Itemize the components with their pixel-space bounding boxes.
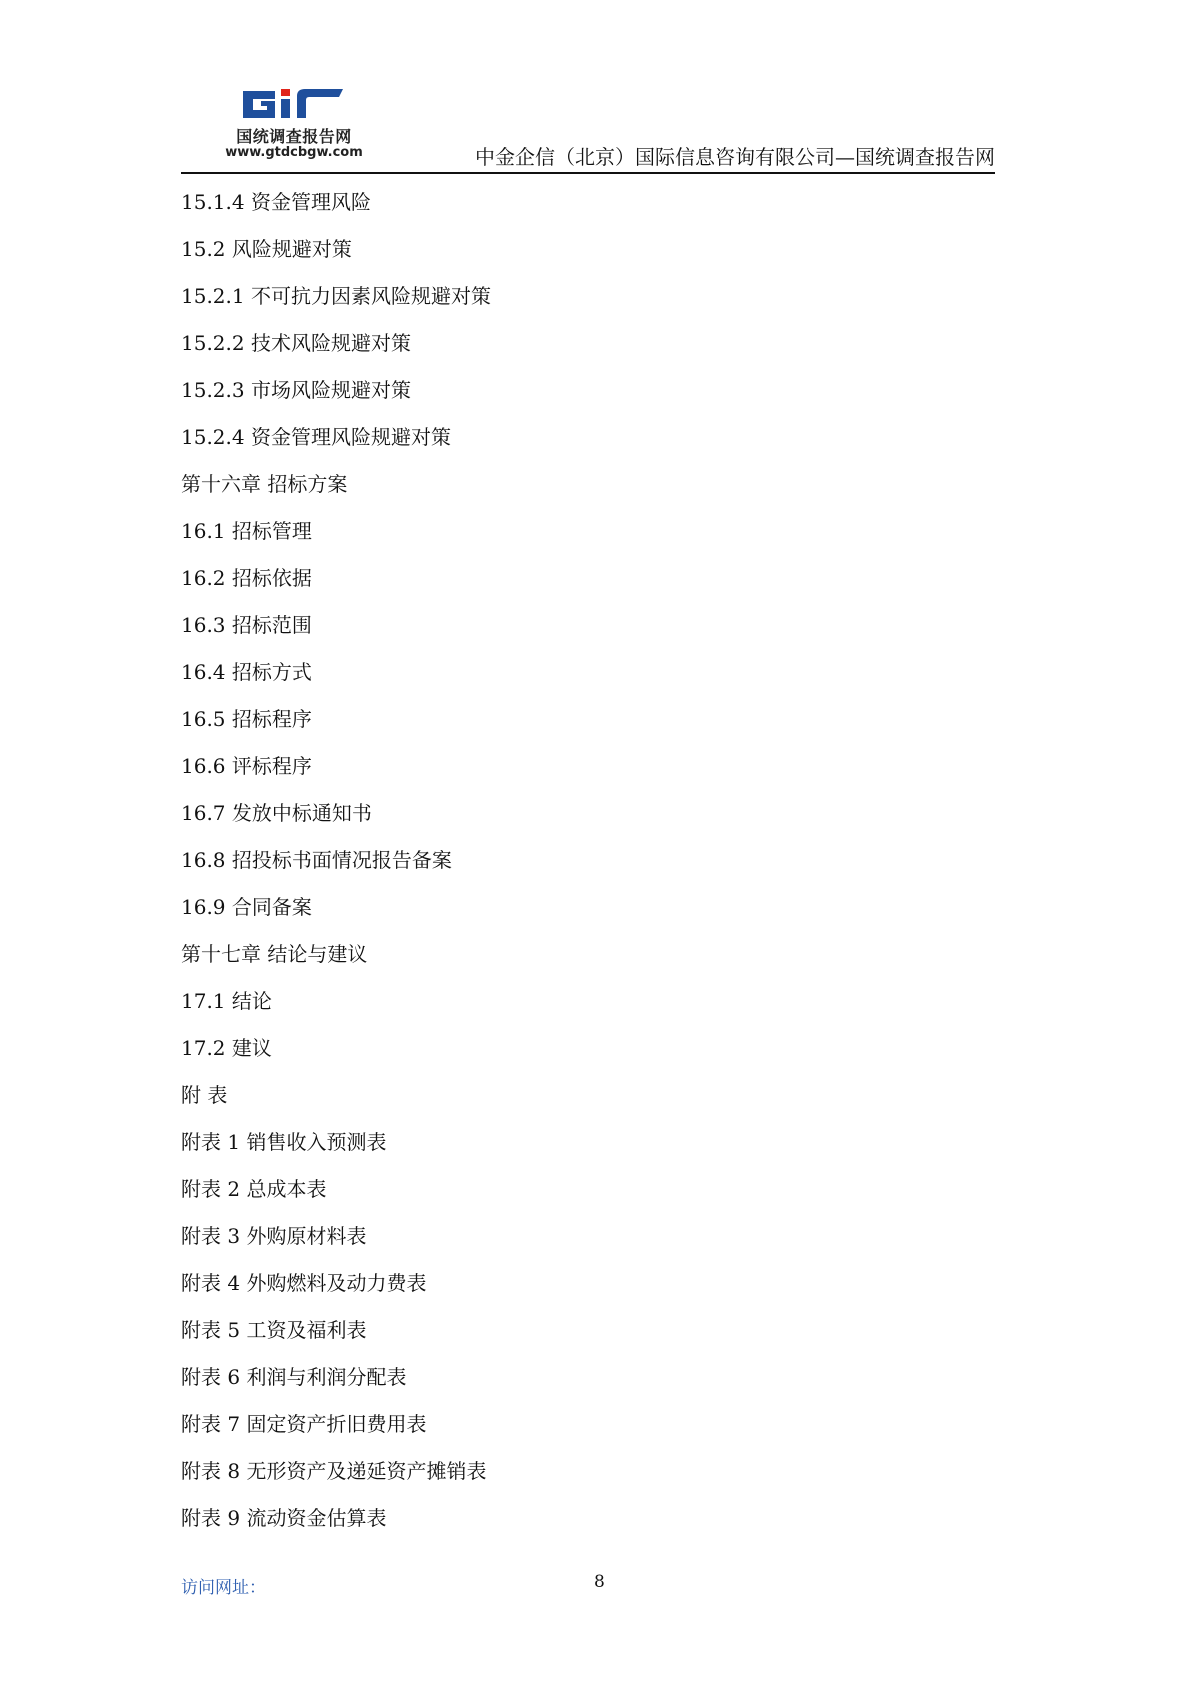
toc-chapter-heading: 第十六章 招标方案 — [181, 472, 348, 496]
toc-entry: 17.1 结论 — [181, 989, 272, 1013]
toc-entry: 16.2 招标依据 — [181, 566, 312, 590]
visit-url-link[interactable]: 访问网址： — [181, 1578, 266, 1598]
page-number: 8 — [594, 1572, 605, 1592]
toc-chapter-heading: 第十七章 结论与建议 — [181, 942, 368, 966]
toc-entry: 附表 2 总成本表 — [181, 1177, 327, 1201]
toc-entry: 15.2.1 不可抗力因素风险规避对策 — [181, 284, 491, 308]
toc-entry: 附表 5 工资及福利表 — [181, 1318, 367, 1342]
table-of-contents — [181, 184, 981, 1547]
company-name: 中金企信（北京）国际信息咨询有限公司—国统调查报告网 — [475, 145, 995, 169]
toc-entry: 附表 7 固定资产折旧费用表 — [181, 1412, 427, 1436]
toc-entry: 附表 3 外购原材料表 — [181, 1224, 367, 1248]
toc-entry: 16.4 招标方式 — [181, 660, 312, 684]
toc-entry: 15.1.4 资金管理风险 — [181, 190, 371, 214]
toc-entry: 附表 1 销售收入预测表 — [181, 1130, 387, 1154]
toc-entry: 15.2 风险规避对策 — [181, 237, 352, 261]
logo-name: 国统调查报告网 — [236, 127, 352, 146]
toc-entry: 15.2.2 技术风险规避对策 — [181, 331, 411, 355]
toc-entry: 附表 9 流动资金估算表 — [181, 1506, 387, 1530]
toc-entry: 16.7 发放中标通知书 — [181, 801, 372, 825]
toc-entry: 17.2 建议 — [181, 1036, 272, 1060]
toc-entry: 附表 4 外购燃料及动力费表 — [181, 1271, 427, 1295]
toc-entry: 16.1 招标管理 — [181, 519, 312, 543]
toc-entry: 15.2.4 资金管理风险规避对策 — [181, 425, 451, 449]
toc-entry: 附表 6 利润与利润分配表 — [181, 1365, 407, 1389]
page-header — [181, 80, 995, 174]
toc-entry: 16.8 招投标书面情况报告备案 — [181, 848, 452, 872]
toc-entry: 附表 8 无形资产及递延资产摊销表 — [181, 1459, 487, 1483]
toc-entry: 16.5 招标程序 — [181, 707, 312, 731]
gir-logo-icon — [239, 86, 349, 122]
site-logo — [219, 86, 369, 166]
logo-url: www.gtdcbgw.com — [225, 145, 363, 160]
toc-entry: 16.9 合同备案 — [181, 895, 312, 919]
toc-entry: 16.6 评标程序 — [181, 754, 312, 778]
toc-appendix-heading: 附 表 — [181, 1083, 228, 1107]
toc-entry: 15.2.3 市场风险规避对策 — [181, 378, 411, 402]
toc-entry: 16.3 招标范围 — [181, 613, 312, 637]
